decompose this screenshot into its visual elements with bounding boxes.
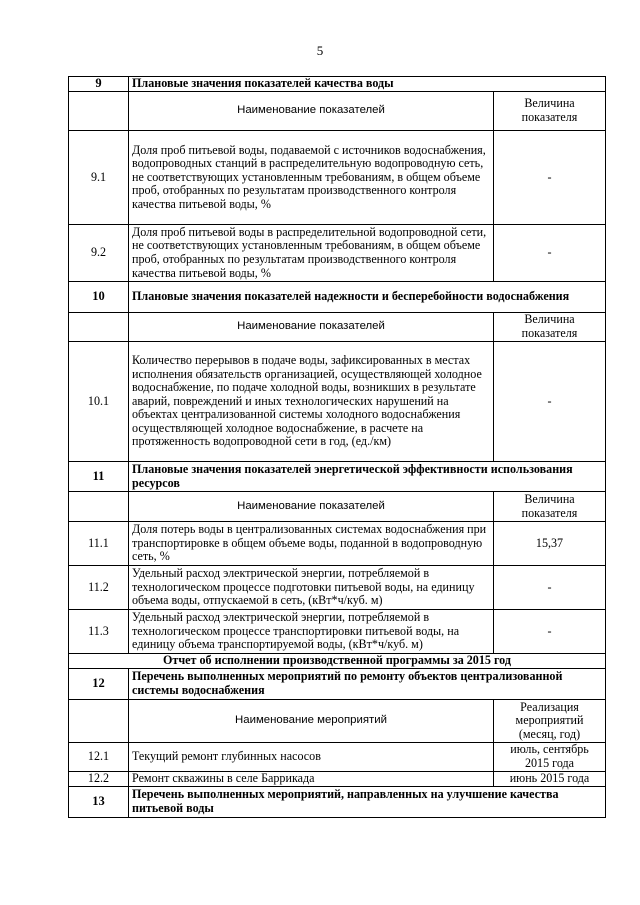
section-number: 12: [69, 669, 129, 700]
section-title: Плановые значения показателей энергетической эффективности использования ресурсов: [129, 462, 606, 492]
section-header-row: [69, 669, 606, 700]
table-row: [69, 131, 606, 225]
column-header-value: Величина показателя: [494, 313, 606, 342]
section-title: Плановые значения показателей надежности и бесперебойности водоснабжения: [129, 282, 606, 313]
section-number: 13: [69, 787, 129, 818]
column-header-name: Наименование показателей: [129, 92, 494, 131]
report-title-row: [69, 654, 606, 669]
row-number: 11.2: [69, 566, 129, 610]
row-value: июнь 2015 года: [494, 772, 606, 787]
section-number: 10: [69, 282, 129, 313]
column-header-row: [69, 313, 606, 342]
empty-cell: [69, 492, 129, 522]
row-value: июль, сентябрь 2015 года: [494, 743, 606, 772]
column-header-name: Наименование показателей: [129, 313, 494, 342]
row-number: 10.1: [69, 342, 129, 462]
row-description: Доля проб питьевой воды, подаваемой с источников водоснабжения, водопроводных станций в распределительную водопроводную сеть, не соответствующих установленным требованиям, в общем объеме проб, отобранных по результатам производственного контроля качества питьевой воды, %: [129, 131, 494, 225]
section-title: Перечень выполненных мероприятий, направленных на улучшение качества питьевой воды: [129, 787, 606, 818]
row-number: 9.1: [69, 131, 129, 225]
row-number: 12.2: [69, 772, 129, 787]
row-value: -: [494, 566, 606, 610]
section-title: Плановые значения показателей качества воды: [129, 77, 606, 92]
column-header-row: [69, 700, 606, 743]
row-number: 9.2: [69, 225, 129, 282]
section-header-row: [69, 282, 606, 313]
row-value: -: [494, 225, 606, 282]
column-header-value: Величина показателя: [494, 92, 606, 131]
table-row: [69, 610, 606, 654]
row-value: -: [494, 131, 606, 225]
table-row: [69, 522, 606, 566]
table-row: [69, 342, 606, 462]
column-header-name: Наименование мероприятий: [129, 700, 494, 743]
section-header-row: [69, 462, 606, 492]
column-header-value: Величина показателя: [494, 492, 606, 522]
column-header-value: Реализация мероприятий (месяц, год): [494, 700, 606, 743]
row-description: Ремонт скважины в селе Баррикада: [129, 772, 494, 787]
row-description: Текущий ремонт глубинных насосов: [129, 743, 494, 772]
section-header-row: [69, 787, 606, 818]
program-table: [68, 76, 606, 818]
row-description: Доля проб питьевой воды в распределительной водопроводной сети, не соответствующих установленным требованиям, в общем объеме проб, отобранных по результатам производственного контроля качества питьевой воды, %: [129, 225, 494, 282]
row-description: Удельный расход электрической энергии, потребляемой в технологическом процессе транспортировки питьевой воды, на единицу объема транспортируемой воды, (кВт*ч/куб. м): [129, 610, 494, 654]
row-value: 15,37: [494, 522, 606, 566]
row-value: -: [494, 342, 606, 462]
row-value: -: [494, 610, 606, 654]
table-row: [69, 566, 606, 610]
row-description: Количество перерывов в подаче воды, зафиксированных в местах исполнения обязательств организацией, осуществляющей холодное водоснабжение, по подаче холодной воды, возникших в результате аварий, повреждений и иных технологических нарушений на объектах централизованной системы холодного водоснабжения осуществляющей холодное водоснабжение, в расчете на протяженность водопроводной сети в год, (ед./км): [129, 342, 494, 462]
section-title: Перечень выполненных мероприятий по ремонту объектов централизованной системы водоснабжения: [129, 669, 606, 700]
empty-cell: [69, 313, 129, 342]
section-number: 9: [69, 77, 129, 92]
table-row: [69, 743, 606, 772]
section-number: 11: [69, 462, 129, 492]
column-header-name: Наименование показателей: [129, 492, 494, 522]
row-number: 12.1: [69, 743, 129, 772]
report-title: Отчет об исполнении производственной программы за 2015 год: [69, 654, 606, 669]
empty-cell: [69, 92, 129, 131]
column-header-row: [69, 492, 606, 522]
empty-cell: [69, 700, 129, 743]
column-header-row: [69, 92, 606, 131]
row-description: Удельный расход электрической энергии, потребляемой в технологическом процессе подготовки питьевой воды, на единицу объема воды, отпускаемой в сеть, (кВт*ч/куб. м): [129, 566, 494, 610]
row-number: 11.1: [69, 522, 129, 566]
page-number: 5: [316, 43, 324, 58]
table-row: [69, 772, 606, 787]
section-header-row: [69, 77, 606, 92]
row-number: 11.3: [69, 610, 129, 654]
row-description: Доля потерь воды в централизованных системах водоснабжения при транспортировке в общем объеме воды, поданной в водопроводную сеть, %: [129, 522, 494, 566]
table-row: [69, 225, 606, 282]
